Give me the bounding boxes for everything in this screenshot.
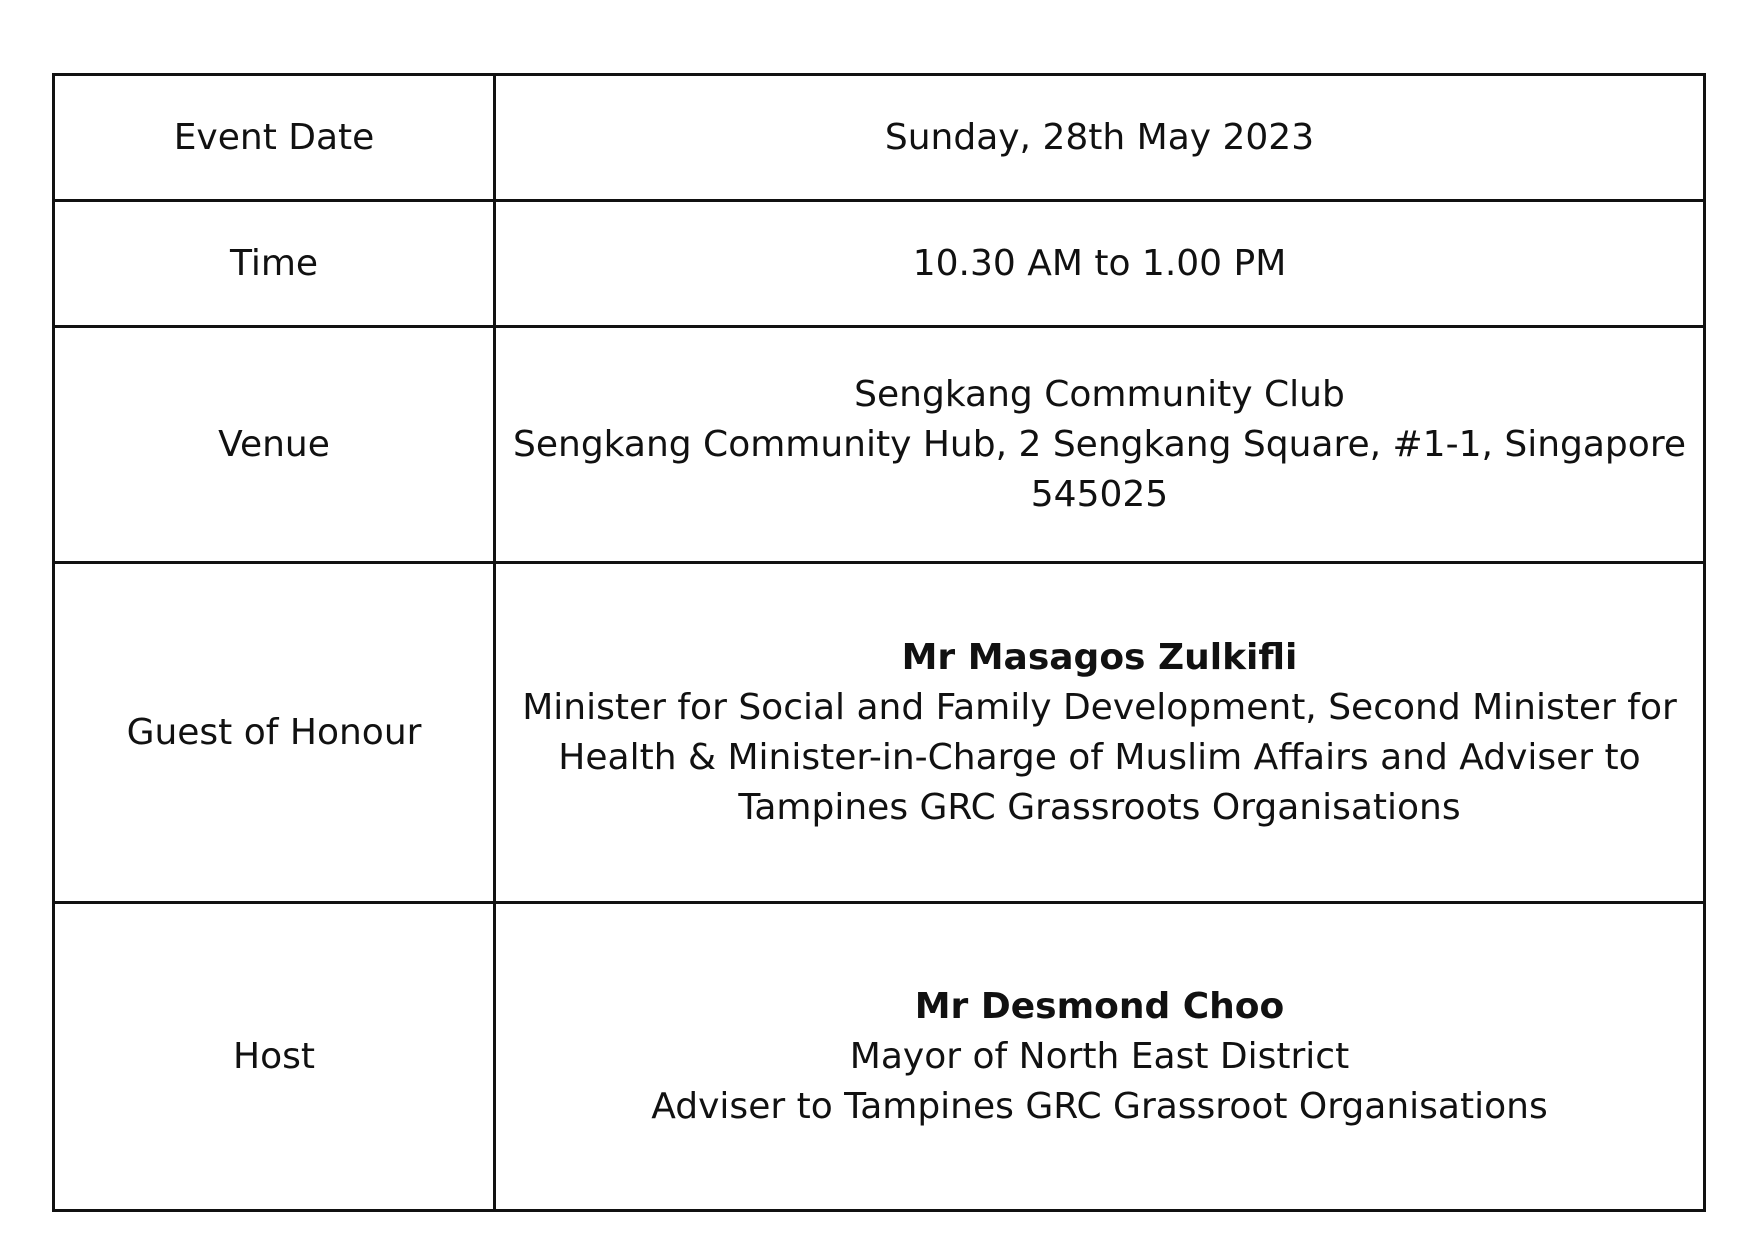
guest-of-honour-title: Minister for Social and Family Development, Second Minister for Health & Minister-in-Charge of Muslim Affairs and Adviser to Tampines GRC Grassroots Organisations (522, 686, 1677, 828)
venue-name: Sengkang Community Club (854, 373, 1345, 415)
host-name: Mr Desmond Choo (914, 985, 1285, 1027)
guest-of-honour-name: Mr Masagos Zulkifli (901, 636, 1298, 678)
host-title-mayor: Mayor of North East District (849, 1035, 1350, 1077)
guest-of-honour-value (495, 563, 1705, 903)
time-row (54, 201, 1705, 327)
venue-row (54, 327, 1705, 563)
event-date-row (54, 75, 1705, 201)
time-value (495, 201, 1705, 327)
host-label: Host (54, 903, 495, 1211)
host-value (495, 903, 1705, 1211)
event-details-table (52, 73, 1706, 1212)
venue-address: Sengkang Community Hub, 2 Sengkang Square, #1-1, Singapore 545025 (513, 423, 1686, 515)
time-text: 10.30 AM to 1.00 PM (912, 242, 1287, 284)
event-date-label: Event Date (54, 75, 495, 201)
venue-label: Venue (54, 327, 495, 563)
venue-value (495, 327, 1705, 563)
guest-of-honour-row (54, 563, 1705, 903)
guest-of-honour-label: Guest of Honour (54, 563, 495, 903)
event-date-value (495, 75, 1705, 201)
event-date-text: Sunday, 28th May 2023 (884, 116, 1315, 158)
time-label: Time (54, 201, 495, 327)
host-row (54, 903, 1705, 1211)
host-title-adviser: Adviser to Tampines GRC Grassroot Organisations (651, 1085, 1548, 1127)
